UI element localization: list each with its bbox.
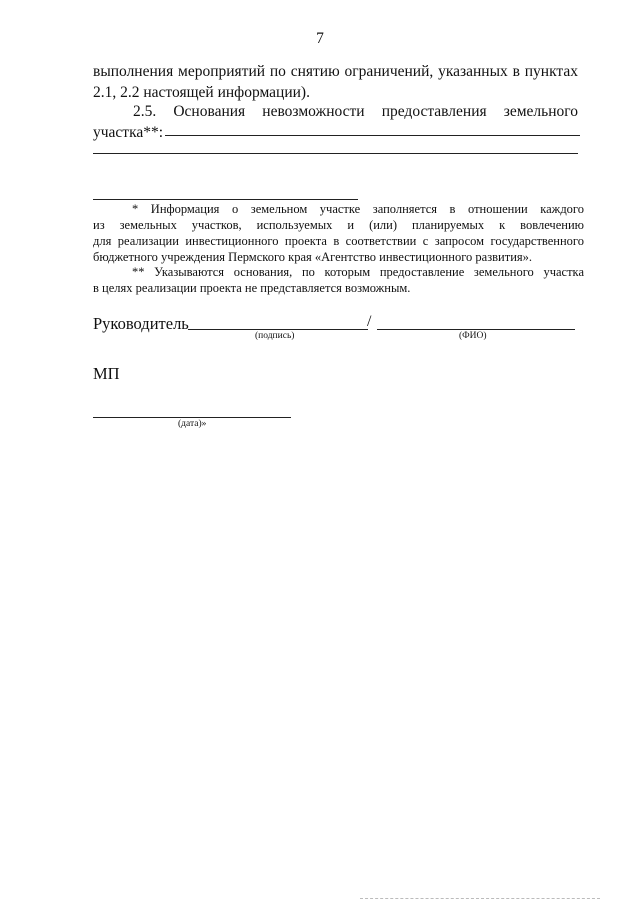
signature-label: Руководитель [93,314,189,333]
footnote-line: для реализации инвестиционного проекта в соответствии с запросом государственного [93,234,584,248]
paragraph-line: 2.1, 2.2 настоящей информации). [93,84,310,101]
date-line [93,417,291,418]
scan-artifact [360,898,600,899]
name-caption: (ФИО) [459,331,487,341]
footnote-separator [93,199,358,200]
name-line [377,329,575,330]
item-2-5-label: участка**: [93,124,164,141]
page-number: 7 [316,30,324,47]
item-2-5-fill-line [93,153,578,154]
footnote-line: из земельных участков, используемых и (или) планируемых к вовлечению [93,218,584,232]
date-caption: (дата)» [178,419,207,429]
footnote-line: ** Указываются основания, по которым предоставление земельного участка [132,265,584,279]
item-2-5-fill-line [165,135,580,136]
signature-caption: (подпись) [255,331,295,341]
item-2-5-heading: 2.5. Основания невозможности предоставления земельного [133,103,578,120]
footnote-line: * Информация о земельном участке заполняется в отношении каждого [132,202,584,216]
stamp-label: МП [93,364,120,383]
signature-line [188,329,368,330]
footnote-line: в целях реализации проекта не представляется возможным. [93,281,411,295]
signature-slash: / [367,313,372,330]
paragraph-line: выполнения мероприятий по снятию ограничений, указанных в пунктах [93,63,578,80]
footnote-line: бюджетного учреждения Пермского края «Агентство инвестиционного развития». [93,250,533,264]
